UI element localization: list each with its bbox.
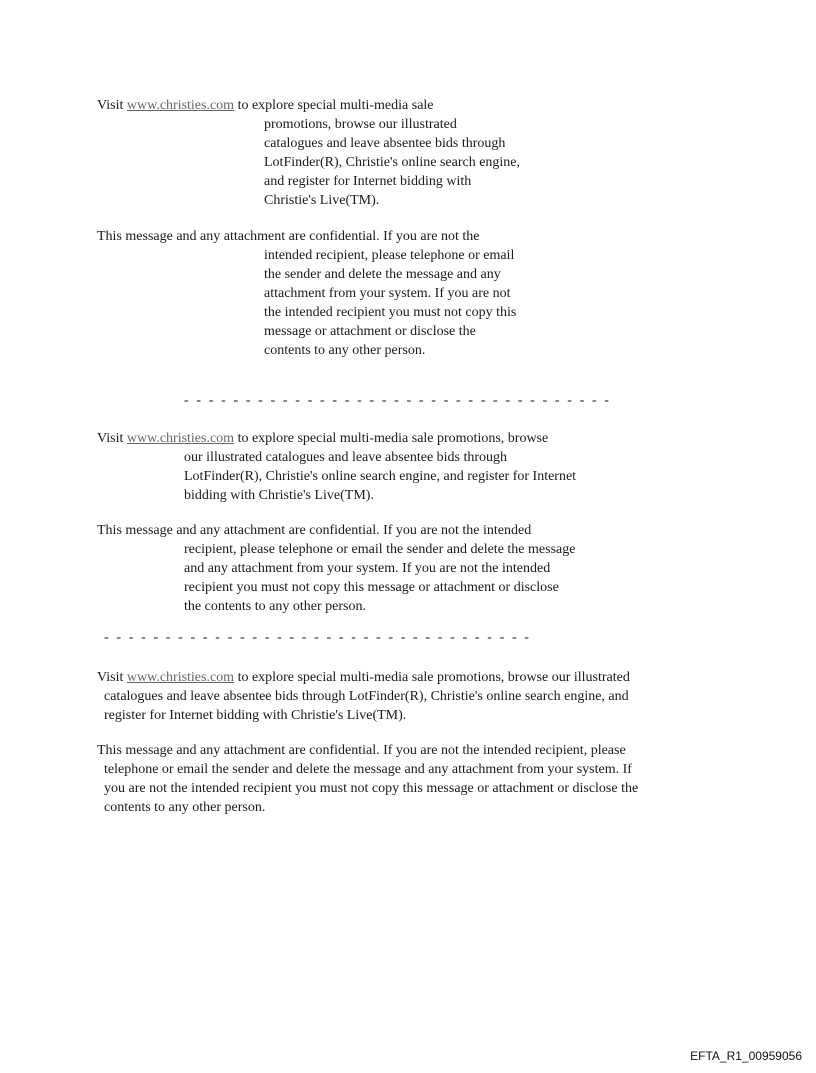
block3-confidential-line-2: telephone or email the sender and delete the message and any attachment from your system. If bbox=[104, 762, 632, 777]
block3-visit-line-2: catalogues and leave absentee bids through LotFinder(R), Christie's online search engine, and bbox=[104, 689, 629, 704]
block2-confidential-line-5: the contents to any other person. bbox=[184, 599, 366, 614]
block1-confidential-line-2: intended recipient, please telephone or email bbox=[264, 248, 515, 263]
block3-visit-line-3: register for Internet bidding with Christie's Live(TM). bbox=[104, 708, 407, 723]
visit-text: to explore special multi-media sale promotions, browse bbox=[234, 431, 549, 446]
document-id: EFTA_R1_00959056 bbox=[690, 1049, 802, 1063]
block1-visit-line-3: catalogues and leave absentee bids through bbox=[264, 136, 506, 151]
block2-confidential-line-4: recipient you must not copy this message or attachment or disclose bbox=[184, 580, 559, 595]
block2-visit-line-3: LotFinder(R), Christie's online search engine, and register for Internet bbox=[184, 469, 577, 484]
visit-text: to explore special multi-media sale bbox=[234, 98, 434, 113]
block1-visit-line-2: promotions, browse our illustrated bbox=[264, 117, 457, 132]
block1-confidential-line-5: the intended recipient you must not copy this bbox=[264, 305, 517, 320]
block2-visit-line-2: our illustrated catalogues and leave absentee bids through bbox=[184, 450, 508, 465]
separator-2: - - - - - - - - - - - - - - - - - - - - - - - - - - - - - - - - - - - bbox=[104, 630, 532, 645]
block2-confidential-line-1: This message and any attachment are confidential. If you are not the intended bbox=[97, 523, 532, 538]
block2-visit-line-1 bbox=[97, 429, 548, 448]
block1-visit-line-6: Christie's Live(TM). bbox=[264, 193, 380, 208]
block1-confidential-line-7: contents to any other person. bbox=[264, 343, 426, 358]
block1-confidential-line-6: message or attachment or disclose the bbox=[264, 324, 476, 339]
christies-link[interactable]: www.christies.com bbox=[126, 670, 235, 685]
block1-visit-line-5: and register for Internet bidding with bbox=[264, 174, 472, 189]
block3-confidential-line-4: contents to any other person. bbox=[104, 800, 266, 815]
visit-prefix: Visit bbox=[97, 670, 127, 685]
separator-1: - - - - - - - - - - - - - - - - - - - - - - - - - - - - - - - - - - - bbox=[184, 393, 612, 408]
block1-confidential-line-1: This message and any attachment are confidential. If you are not the bbox=[97, 229, 480, 244]
christies-link[interactable]: www.christies.com bbox=[126, 431, 235, 446]
visit-prefix: Visit bbox=[97, 431, 127, 446]
block1-confidential-line-3: the sender and delete the message and any bbox=[264, 267, 501, 282]
block1-visit-line-4: LotFinder(R), Christie's online search engine, bbox=[264, 155, 521, 170]
block2-confidential-line-3: and any attachment from your system. If you are not the intended bbox=[184, 561, 551, 576]
block1-confidential-line-4: attachment from your system. If you are not bbox=[264, 286, 511, 301]
block3-visit-line-1 bbox=[97, 668, 630, 687]
block3-confidential-line-1: This message and any attachment are confidential. If you are not the intended recipient, please bbox=[97, 743, 626, 758]
block2-visit-line-4: bidding with Christie's Live(TM). bbox=[184, 488, 374, 503]
visit-text: to explore special multi-media sale promotions, browse our illustrated bbox=[234, 670, 630, 685]
christies-link[interactable]: www.christies.com bbox=[126, 98, 235, 113]
visit-prefix: Visit bbox=[97, 98, 127, 113]
block1-visit-line-1 bbox=[97, 96, 434, 115]
block2-confidential-line-2: recipient, please telephone or email the sender and delete the message bbox=[184, 542, 576, 557]
block3-confidential-line-3: you are not the intended recipient you must not copy this message or attachment or disclose the bbox=[104, 781, 639, 796]
